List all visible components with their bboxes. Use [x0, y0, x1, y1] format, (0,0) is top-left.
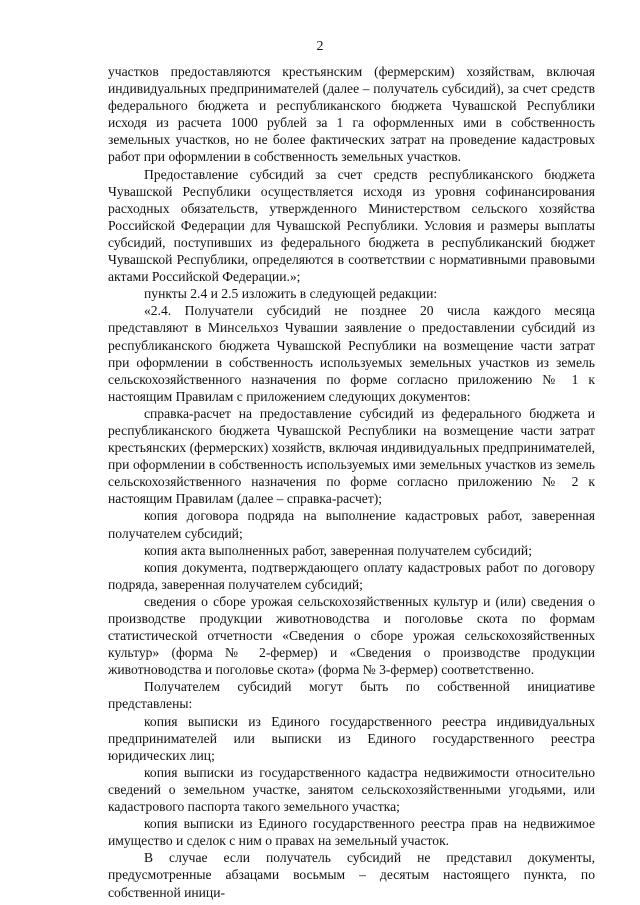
paragraph-5: справка-расчет на предоставление субсидий из федерального бюджета и республиканского бюджета Чувашской Республики на возмещение части затрат крестьянских (фермерских) хозяйств, включая индивидуальных предпринимателей, при оформлении в собственность используемых ими земельных участков из земель сельскохозяйственного назначения по форме согласно приложению № 2 к настоящим Правилам (далее – справка-расчет); — [108, 405, 595, 507]
page-number: 2 — [316, 39, 324, 54]
paragraph-2: Предоставление субсидий за счет средств республиканского бюджета Чувашской Республики осуществляется исходя из уровня софинансирования расходных обязательств, утвержденного Министерством сельского хозяйства Российской Федерации для Чувашской Республики. Условия и размеры выплаты субсидий, поступивших из федерального бюджета в республиканский бюджет Чувашской Республики, определяются в соответствии с нормативными правовыми актами Российской Федерации.»; — [108, 166, 595, 285]
document-body — [108, 63, 595, 901]
paragraph-9: сведения о сборе урожая сельскохозяйственных культур и (или) сведения о производстве продукции животноводства и поголовье скота по формам статистической отчетности «Сведения о сборе урожая сельскохозяйственных культур» (форма № 2-фермер) и «Сведения о производстве продукции животноводства и поголовье скота» (форма № 3-фермер) соответственно. — [108, 593, 595, 678]
paragraph-4: «2.4. Получатели субсидий не позднее 20 числа каждого месяца представляют в Минсельхоз Чувашии заявление о предоставлении субсидий из республиканского бюджета Чувашской Республики на возмещение части затрат при оформлении в собственность используемых земельных участков из земель сельскохозяйственного назначения по форме согласно приложению № 1 к настоящим Правилам с приложением следующих документов: — [108, 303, 595, 404]
paragraph-10: Получателем субсидий могут быть по собственной инициативе представлены: — [108, 679, 595, 712]
paragraph-8: копия документа, подтверждающего оплату кадастровых работ по договору подряда, заверенная получателем субсидий; — [108, 559, 595, 592]
paragraph-7: копия акта выполненных работ, заверенная получателем субсидий; — [144, 542, 532, 558]
paragraph-14: В случае если получатель субсидий не представил документы, предусмотренные абзацами восьмым – десятым настоящего пункта, по собственной иници- — [108, 850, 595, 900]
paragraph-11: копия выписки из Единого государственного реестра индивидуальных предпринимателей или выписки из Единого государственного реестра юридических лиц; — [108, 713, 595, 763]
paragraph-1: участков предоставляются крестьянским (фермерским) хозяйствам, включая индивидуальных предпринимателей (далее – получатель субсидий), за счет средств федерального бюджета и республиканского бюджета Чувашской Республики исходя из расчета 1000 рублей за 1 га оформленных ими в собственность земельных участков, но не более фактических затрат на проведение кадастровых работ при оформлении в собственность земельных участков. — [108, 64, 595, 165]
paragraph-6: копия договора подряда на выполнение кадастровых работ, заверенная получателем субсидий; — [108, 508, 595, 541]
paragraph-12: копия выписки из государственного кадастра недвижимости относительно сведений о земельном участке, занятом сельскохозяйственными угодьями, или кадастрового паспорта такого земельного участка; — [108, 764, 595, 815]
paragraph-3: пункты 2.4 и 2.5 изложить в следующей редакции: — [144, 286, 438, 302]
paragraph-13: копия выписки из Единого государственного реестра прав на недвижимое имущество и сделок с ним о правах на земельный участок. — [108, 816, 595, 849]
